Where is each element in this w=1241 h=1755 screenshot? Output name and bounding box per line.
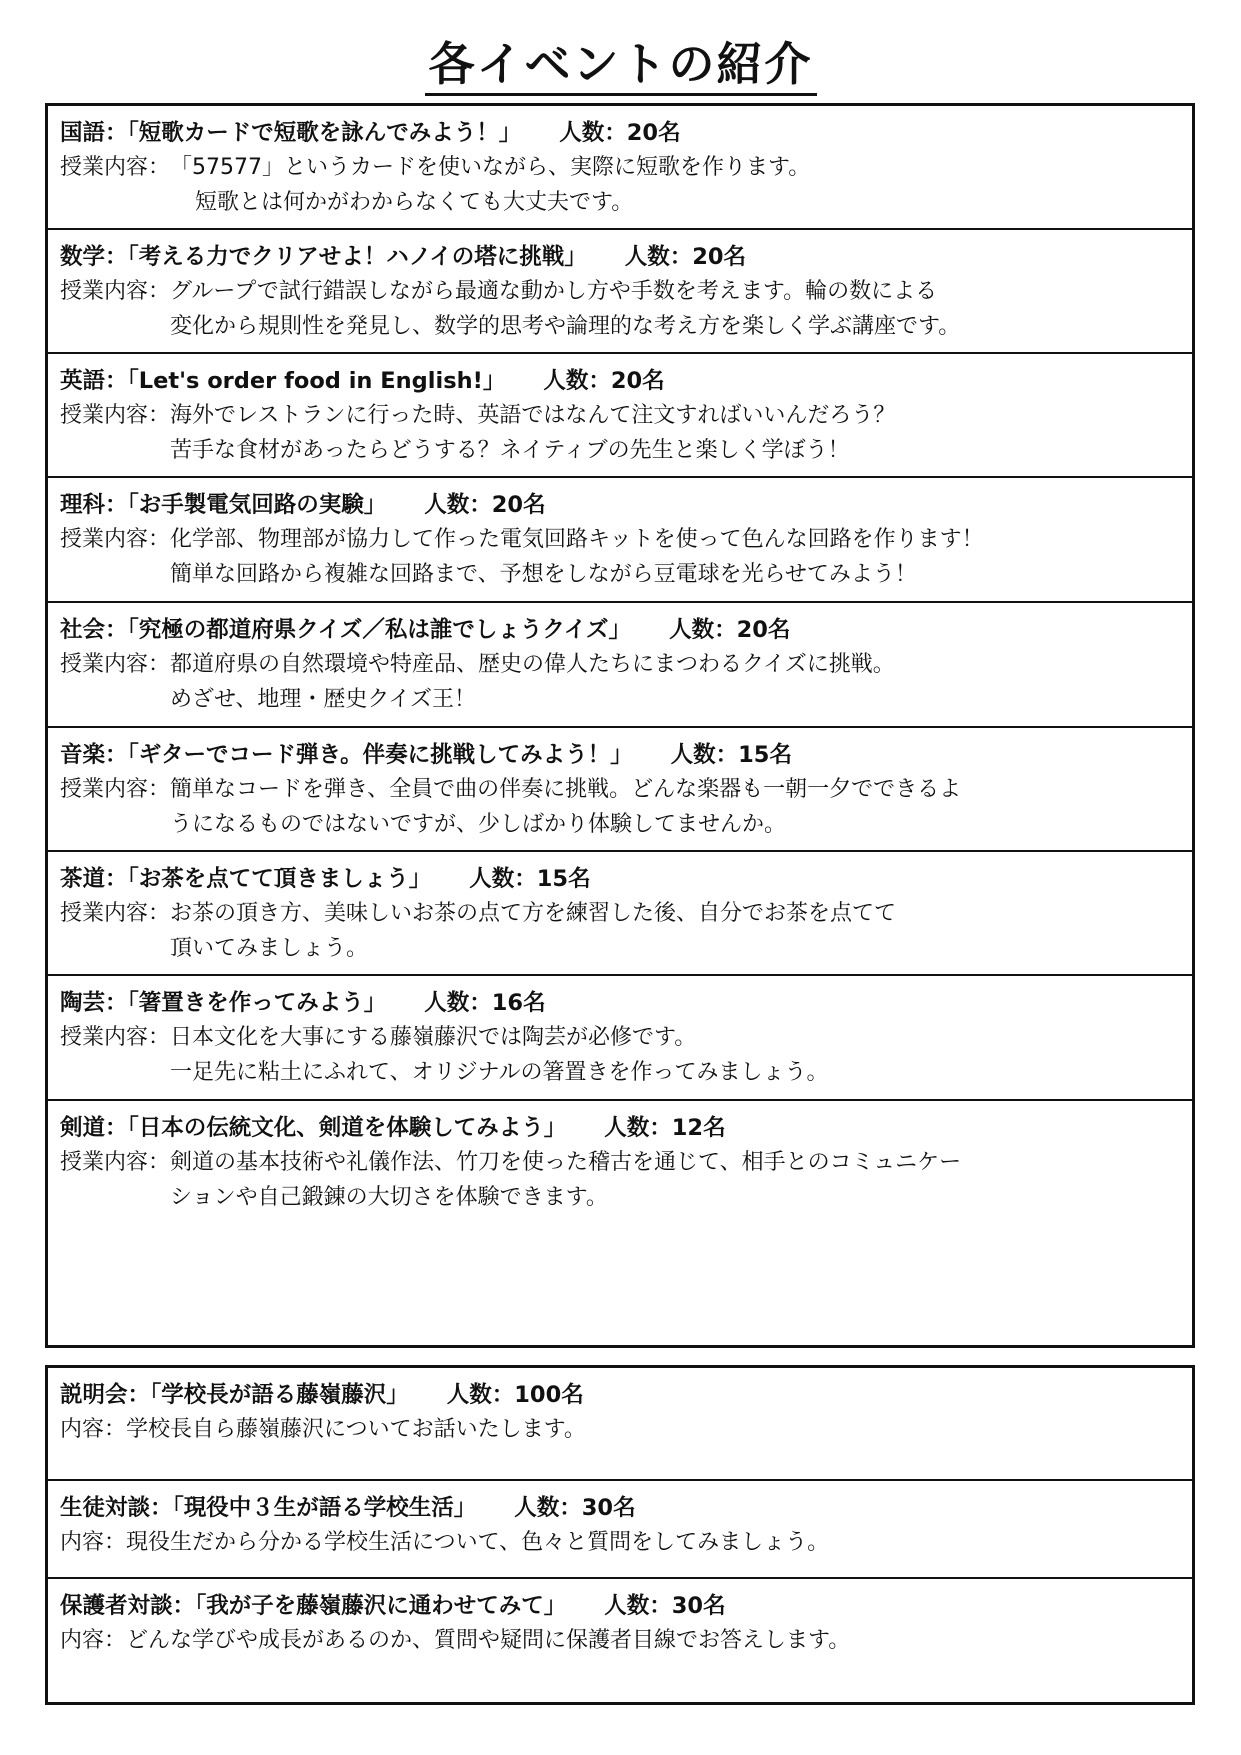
description-label: 授業内容： bbox=[60, 1025, 171, 1050]
event-capacity: 人数：20名 bbox=[559, 120, 681, 146]
description-line: 苦手な食材があったらどうする？ネイティブの先生と楽しく学ぼう！ bbox=[170, 438, 850, 463]
event-description bbox=[60, 274, 1182, 344]
event-section bbox=[48, 106, 1192, 230]
event-capacity: 人数：20名 bbox=[624, 244, 747, 270]
description-line: どんな学びや成長があるのか、質問や疑問に保護者目線でお答えします。 bbox=[126, 1628, 851, 1653]
event-capacity: 人数：20名 bbox=[669, 617, 791, 643]
description-line: グループで試行錯誤しながら最適な動かし方や手数を考えます。輪の数による bbox=[170, 279, 938, 304]
event-section bbox=[48, 354, 1192, 478]
event-section bbox=[48, 1579, 1192, 1702]
description-line: 変化から規則性を発見し、数学的思考や論理的な考え方を楽しく学ぶ講座です。 bbox=[170, 314, 961, 339]
description-label: 授業内容： bbox=[60, 1150, 171, 1175]
description-line: うになるものではないですが、少しばかり体験してませんか。 bbox=[170, 812, 787, 837]
description-line: 海外でレストランに行った時、英語ではなんて注文すればいいんだろう？ bbox=[170, 403, 896, 428]
event-description bbox=[60, 1412, 1182, 1447]
event-capacity: 人数：20名 bbox=[543, 368, 665, 394]
event-capacity: 人数：30名 bbox=[604, 1593, 726, 1619]
event-heading bbox=[60, 364, 1182, 398]
description-line: 現役生だから分かる学校生活について、色々と質問をしてみましょう。 bbox=[126, 1530, 830, 1555]
description-line: 剣道の基本技術や礼儀作法、竹刀を使った稽古を通じて、相手とのコミュニケー bbox=[170, 1150, 962, 1175]
event-title: 生徒対談：「現役中３生が語る学校生活」 bbox=[60, 1495, 477, 1521]
event-title: 剣道：「日本の伝統文化、剣道を体験してみよう」 bbox=[60, 1115, 567, 1141]
event-description bbox=[60, 398, 1182, 468]
event-capacity: 人数：100名 bbox=[446, 1382, 584, 1408]
event-description bbox=[60, 1145, 1182, 1215]
event-section bbox=[48, 478, 1192, 603]
page-title: 各イベントの紹介 bbox=[425, 37, 817, 96]
description-label: 授業内容： bbox=[60, 155, 171, 180]
description-line: 化学部、物理部が協力して作った電気回路キットを使って色んな回路を作ります！ bbox=[170, 527, 984, 552]
event-capacity: 人数：16名 bbox=[424, 990, 546, 1016]
event-title: 陶芸：「箸置きを作ってみよう」 bbox=[60, 990, 387, 1016]
description-line: 学校長自ら藤嶺藤沢についてお話いたします。 bbox=[126, 1417, 586, 1442]
description-label: 内容： bbox=[60, 1628, 127, 1653]
event-section bbox=[48, 976, 1192, 1101]
description-line: お茶の頂き方、美味しいお茶の点て方を練習した後、自分でお茶を点てて bbox=[170, 901, 897, 926]
event-heading bbox=[60, 1491, 1182, 1525]
description-line: ションや自己鍛錬の大切さを体験できます。 bbox=[170, 1185, 608, 1210]
event-capacity: 人数：30名 bbox=[514, 1495, 636, 1521]
event-heading bbox=[60, 1111, 1182, 1145]
event-section bbox=[48, 1101, 1192, 1245]
event-section bbox=[48, 728, 1192, 852]
description-line: 「57577」というカードを使いながら、実際に短歌を作ります。 bbox=[170, 155, 811, 180]
event-description bbox=[60, 522, 1182, 592]
event-section bbox=[48, 1368, 1192, 1481]
event-capacity: 人数：20名 bbox=[424, 492, 546, 518]
event-heading bbox=[60, 1378, 1182, 1412]
description-label: 授業内容： bbox=[60, 652, 171, 677]
description-label: 内容： bbox=[60, 1417, 127, 1442]
description-label: 授業内容： bbox=[60, 403, 171, 428]
description-line: 短歌とは何かがわからなくても大丈夫です。 bbox=[195, 190, 634, 215]
event-title: 英語：「Let's order food in English!」 bbox=[60, 368, 506, 394]
event-description bbox=[60, 647, 1182, 717]
event-heading bbox=[60, 488, 1182, 522]
event-title: 説明会：「学校長が語る藤嶺藤沢」 bbox=[60, 1382, 409, 1408]
event-title: 茶道：「お茶を点てて頂きましょう」 bbox=[60, 866, 432, 892]
event-section bbox=[48, 852, 1192, 976]
event-capacity: 人数：15名 bbox=[469, 866, 591, 892]
event-heading bbox=[60, 240, 1182, 274]
event-description bbox=[60, 150, 1182, 220]
description-label: 授業内容： bbox=[60, 777, 171, 802]
event-title: 音楽：「ギターでコード弾き。伴奏に挑戦してみよう！」 bbox=[60, 742, 633, 768]
event-capacity: 人数：15名 bbox=[670, 742, 792, 768]
description-label: 内容： bbox=[60, 1530, 127, 1555]
description-label: 授業内容： bbox=[60, 279, 171, 304]
event-heading bbox=[60, 1589, 1182, 1623]
description-line: 簡単な回路から複雑な回路まで、予想をしながら豆電球を光らせてみよう！ bbox=[170, 562, 917, 587]
event-section bbox=[48, 230, 1192, 354]
description-line: 日本文化を大事にする藤嶺藤沢では陶芸が必修です。 bbox=[170, 1025, 697, 1050]
event-heading bbox=[60, 986, 1182, 1020]
event-heading bbox=[60, 738, 1182, 772]
event-title: 数学：「考える力でクリアせよ！ハノイの塔に挑戦」 bbox=[60, 244, 587, 270]
description-label: 授業内容： bbox=[60, 527, 171, 552]
event-description bbox=[60, 1020, 1182, 1090]
event-description bbox=[60, 1623, 1182, 1658]
class-events-box bbox=[45, 103, 1195, 1348]
page-title-wrap bbox=[0, 28, 1241, 94]
event-title: 理科：「お手製電気回路の実験」 bbox=[60, 492, 387, 518]
event-description bbox=[60, 772, 1182, 842]
event-title: 保護者対談：「我が子を藤嶺藤沢に通わせてみて」 bbox=[60, 1593, 567, 1619]
event-heading bbox=[60, 116, 1182, 150]
description-line: 都道府県の自然環境や特産品、歴史の偉人たちにまつわるクイズに挑戦。 bbox=[170, 652, 895, 677]
event-title: 社会：「究極の都道府県クイズ／私は誰でしょうクイズ」 bbox=[60, 617, 632, 643]
event-heading bbox=[60, 862, 1182, 896]
description-line: 一足先に粘土にふれて、オリジナルの箸置きを作ってみましょう。 bbox=[170, 1060, 829, 1085]
description-line: めざせ、地理・歴史クイズ王！ bbox=[170, 687, 477, 712]
talk-events-box bbox=[45, 1365, 1195, 1705]
description-line: 簡単なコードを弾き、全員で曲の伴奏に挑戦。どんな楽器も一朝一夕でできるよ bbox=[170, 777, 962, 802]
event-section bbox=[48, 1481, 1192, 1579]
event-heading bbox=[60, 613, 1182, 647]
description-line: 頂いてみましょう。 bbox=[170, 936, 369, 961]
event-title: 国語：「短歌カードで短歌を詠んでみよう！」 bbox=[60, 120, 522, 146]
event-capacity: 人数：12名 bbox=[604, 1115, 726, 1141]
event-description bbox=[60, 896, 1182, 966]
description-label: 授業内容： bbox=[60, 901, 171, 926]
event-section bbox=[48, 603, 1192, 728]
event-description bbox=[60, 1525, 1182, 1560]
